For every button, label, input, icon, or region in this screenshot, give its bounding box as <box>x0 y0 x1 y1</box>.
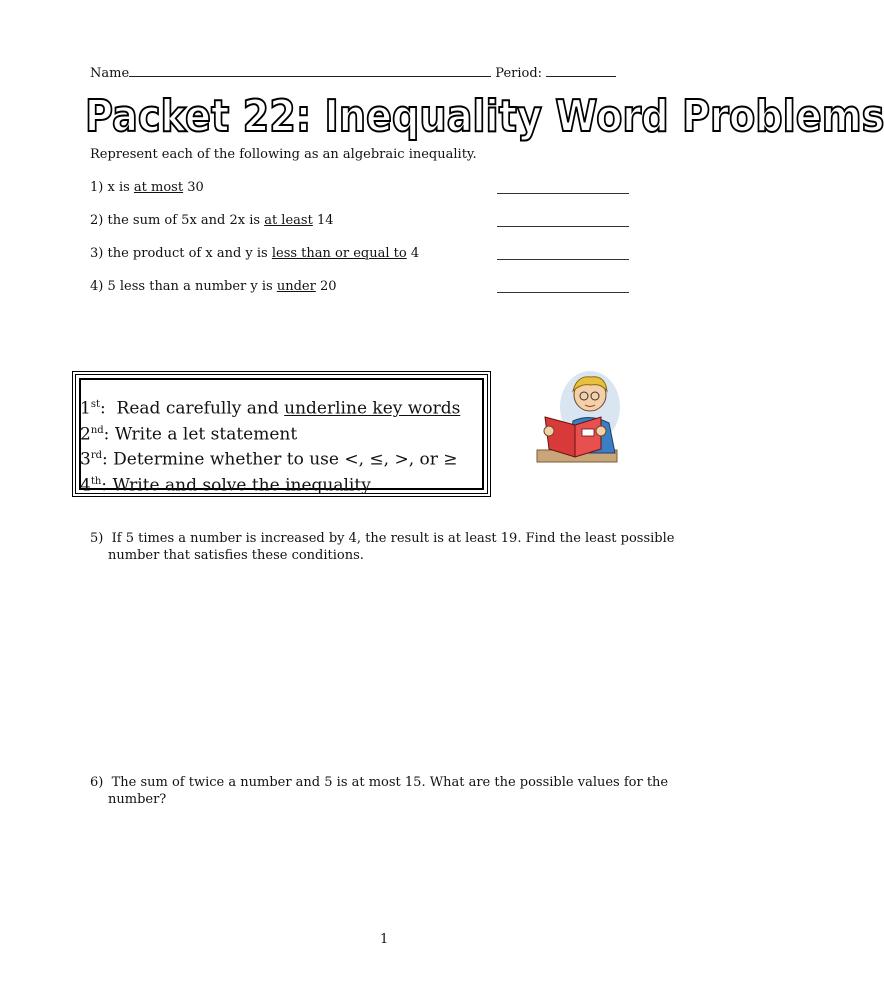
item-3 <box>90 246 419 261</box>
answer-line-3[interactable] <box>497 259 629 260</box>
page-number: 1 <box>380 932 389 947</box>
problem-5 <box>90 530 680 564</box>
steps-list <box>80 394 460 497</box>
name-field[interactable] <box>90 64 616 81</box>
item-4 <box>90 279 337 294</box>
step-4: 4th: Write and solve the inequality <box>80 475 371 496</box>
item-key-word: at most <box>133 180 184 195</box>
item-key-word: under <box>276 279 316 294</box>
item-key-word: at least <box>264 213 313 228</box>
problem-text: number that satisfies these conditions. <box>108 548 364 563</box>
name-label: Name <box>90 66 130 81</box>
answer-line-4[interactable] <box>497 292 629 293</box>
item-key-word: less than or equal to <box>271 246 407 261</box>
problem-text: If 5 times a number is increased by 4, the result is at least 19. Find the least possible <box>111 531 675 546</box>
item-text: x is <box>107 180 134 195</box>
item-text: 14 <box>312 213 334 228</box>
item-text: 5 less than a number y is <box>107 279 277 294</box>
problem-text: The sum of twice a number and 5 is at most 15. What are the possible values for the <box>111 775 669 790</box>
period-label: Period: <box>495 66 543 81</box>
item-number: 2) <box>90 213 104 228</box>
item-number: 4) <box>90 279 104 294</box>
item-text: 30 <box>183 180 204 195</box>
problem-text: number? <box>108 792 167 807</box>
answer-line-2[interactable] <box>497 226 629 227</box>
step-3: 3rd: Determine whether to use <, ≤, >, or ≥ <box>80 449 458 470</box>
period-blank[interactable] <box>546 64 616 77</box>
step-1: 1st: Read carefully and underline key words <box>80 398 461 419</box>
item-number: 3) <box>90 246 104 261</box>
step-2: 2nd: Write a let statement <box>80 424 298 445</box>
problem-number: 5) <box>90 531 104 546</box>
boy-reading-book-illustration <box>535 365 630 465</box>
item-text: 20 <box>315 279 337 294</box>
item-text: the product of x and y is <box>107 246 272 261</box>
item-2 <box>90 213 334 228</box>
item-number: 1) <box>90 180 104 195</box>
name-blank[interactable] <box>129 64 491 77</box>
step-key-words: underline key words <box>284 398 461 419</box>
answer-line-1[interactable] <box>497 193 629 194</box>
instruction-text: Represent each of the following as an algebraic inequality. <box>90 147 477 162</box>
page-title: Packet 22: Inequality Word Problems <box>85 91 884 142</box>
hand-left <box>544 426 554 436</box>
item-text: the sum of 5x and 2x is <box>107 213 265 228</box>
item-text: 4 <box>406 246 420 261</box>
item-1 <box>90 180 204 195</box>
hand-right <box>596 426 606 436</box>
problem-number: 6) <box>90 775 104 790</box>
problem-6 <box>90 774 680 808</box>
